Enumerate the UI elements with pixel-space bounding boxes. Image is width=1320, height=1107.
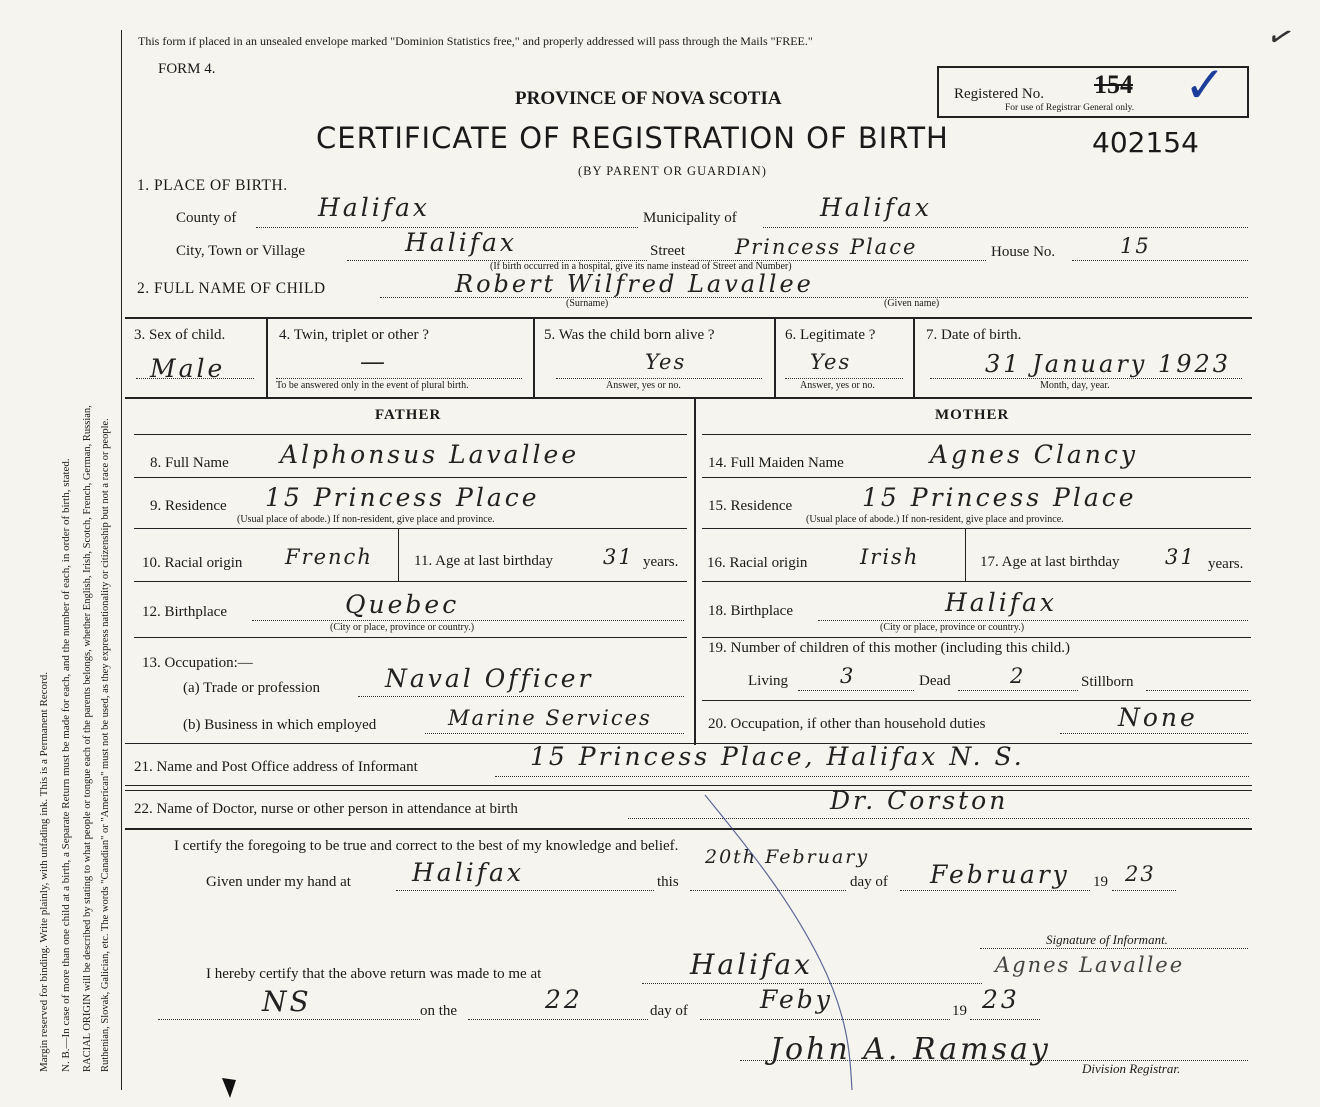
father-age-value: 31 xyxy=(603,545,634,569)
registrar-general-note: For use of Registrar General only. xyxy=(1005,103,1135,113)
legitimate-label: 6. Legitimate ? xyxy=(785,327,876,343)
dob-note: Month, day, year. xyxy=(1040,380,1110,391)
return-label: I hereby certify that the above return was made to me at xyxy=(206,966,542,982)
day-of-value: February xyxy=(930,860,1070,889)
day-of-label: day of xyxy=(850,874,888,890)
county-value: Halifax xyxy=(318,193,430,222)
this-label: this xyxy=(657,874,679,890)
alive-label: 5. Was the child born alive ? xyxy=(544,327,715,343)
rule-row3-bottom xyxy=(125,397,1252,399)
municipality-label: Municipality of xyxy=(643,210,737,226)
living-value: 3 xyxy=(840,664,856,688)
on-the-value: 22 xyxy=(545,985,583,1014)
registered-label: Registered No. xyxy=(954,86,1044,102)
father-trade-value: Naval Officer xyxy=(385,664,594,693)
mother-name-label: 14. Full Maiden Name xyxy=(708,455,844,471)
father-business-value: Marine Services xyxy=(448,706,652,730)
year-prefix: 19 xyxy=(1093,874,1108,890)
informant-value: 15 Princess Place, Halifax N. S. xyxy=(530,742,1025,771)
stillborn-label: Stillborn xyxy=(1081,674,1134,690)
registration-box xyxy=(937,57,1249,118)
father-racial-value: French xyxy=(285,545,373,569)
father-residence-note: (Usual place of abode.) If non-resident, give place and province. xyxy=(237,514,495,525)
sex-label: 3. Sex of child. xyxy=(134,327,226,343)
twin-value: — xyxy=(360,347,388,376)
twin-note: To be answered only in the event of plural birth. xyxy=(276,380,469,391)
mother-age-unit: years. xyxy=(1208,556,1244,572)
year2-prefix: 19 xyxy=(952,1003,967,1019)
informant-signature-label: Signature of Informant. xyxy=(1046,932,1168,947)
city-value: Halifax xyxy=(405,228,517,257)
return-place-value-2: NS xyxy=(262,985,312,1018)
father-age-label: 11. Age at last birthday xyxy=(414,553,553,569)
father-heading: FATHER xyxy=(375,407,442,423)
mother-racial-value: Irish xyxy=(860,545,920,569)
mother-birthplace-note: (City or place, province or country.) xyxy=(880,622,1025,633)
margin-note-4: Ruthenian, Slovak, Galician, etc. The words "Canadian" or "American" must not be used, as they express nationality or citizenship but not a race or people. xyxy=(100,418,111,1072)
mother-residence-value: 15 Princess Place xyxy=(862,483,1137,512)
division-registrar-label: Division Registrar. xyxy=(1082,1061,1181,1076)
father-birthplace-value: Quebec xyxy=(345,590,460,619)
house-label: House No. xyxy=(991,244,1056,260)
year-suffix: 23 xyxy=(1125,862,1156,886)
mother-occupation-value: None xyxy=(1118,703,1198,732)
on-the-label: on the xyxy=(420,1003,458,1019)
street-label: Street xyxy=(650,243,685,259)
city-label: City, Town or Village xyxy=(176,243,306,259)
margin-rule xyxy=(121,30,122,1090)
place-of-birth-heading: 1. PLACE OF BIRTH. xyxy=(137,177,288,194)
registered-value: 154 xyxy=(1094,70,1133,99)
given-under-label: Given under my hand at xyxy=(206,874,351,890)
mother-occupation-label: 20. Occupation, if other than household duties xyxy=(708,716,986,732)
informant-label: 21. Name and Post Office address of Informant xyxy=(134,759,418,775)
alive-value: Yes xyxy=(645,350,687,374)
year2-suffix: 23 xyxy=(982,985,1020,1014)
rule-row3-top xyxy=(125,317,1252,319)
legitimate-value: Yes xyxy=(810,350,852,374)
margin-note-3: RACIAL ORIGIN will be described by stating to what people or tongue each of the parents belongs, whether English, Irish, Scotch, French, German, Russian, xyxy=(82,405,93,1072)
this-value: 20th February xyxy=(705,846,870,868)
attendant-label: 22. Name of Doctor, nurse or other person in attendance at birth xyxy=(134,801,518,817)
mother-children-label: 19. Number of children of this mother (including this child.) xyxy=(708,640,1071,656)
day-of-label-2: day of xyxy=(650,1003,688,1019)
father-birthplace-note: (City or place, province or country.) xyxy=(330,622,475,633)
father-name-label: 8. Full Name xyxy=(150,455,229,471)
alive-note: Answer, yes or no. xyxy=(606,380,681,391)
father-name-value: Alphonsus Lavallee xyxy=(280,440,580,469)
form-number: FORM 4. xyxy=(158,61,216,77)
surname-note: (Surname) xyxy=(566,298,609,309)
father-residence-value: 15 Princess Place xyxy=(265,483,540,512)
mother-birthplace-label: 18. Birthplace xyxy=(708,603,793,619)
certificate-subtitle: (BY PARENT OR GUARDIAN) xyxy=(578,164,767,178)
certificate-title: CERTIFICATE OF REGISTRATION OF BIRTH xyxy=(316,121,949,155)
mother-racial-label: 16. Racial origin xyxy=(707,555,808,571)
father-trade-label: (a) Trade or profession xyxy=(183,680,321,696)
mother-residence-note: (Usual place of abode.) If non-resident, give place and province. xyxy=(806,514,1064,525)
father-birthplace-label: 12. Birthplace xyxy=(142,604,227,620)
mother-birthplace-value: Halifax xyxy=(945,588,1057,617)
county-label: County of xyxy=(176,210,237,226)
column-divider xyxy=(694,399,696,745)
dead-value: 2 xyxy=(1010,664,1026,688)
house-value: 15 xyxy=(1120,234,1151,258)
father-business-label: (b) Business in which employed xyxy=(183,717,377,733)
given-place-value: Halifax xyxy=(412,858,524,887)
twin-label: 4. Twin, triplet or other ? xyxy=(279,327,429,343)
legitimate-note: Answer, yes or no. xyxy=(800,380,875,391)
province-title: PROVINCE OF NOVA SCOTIA xyxy=(515,88,782,109)
mother-name-value: Agnes Clancy xyxy=(930,440,1138,469)
given-name-note: (Given name) xyxy=(884,298,940,309)
attendant-value: Dr. Corston xyxy=(830,786,1009,815)
father-occupation-label: 13. Occupation:— xyxy=(142,655,253,671)
informant-signature: Agnes Lavallee xyxy=(995,953,1185,977)
mother-heading: MOTHER xyxy=(935,407,1010,423)
dead-label: Dead xyxy=(919,673,951,689)
mother-age-label: 17. Age at last birthday xyxy=(980,554,1120,570)
day-of-value-2: Feby xyxy=(760,985,833,1014)
child-name-label: 2. FULL NAME OF CHILD xyxy=(137,280,326,297)
check-mark-top: ✓ xyxy=(1263,17,1299,58)
registrar-signature: John A. Ramsay xyxy=(770,1032,1051,1067)
sex-value: Male xyxy=(150,354,226,383)
child-name-value: Robert Wilfred Lavallee xyxy=(455,270,814,298)
margin-note-1: Margin reserved for binding. Write plainly, with unfading ink. This is a Permanent Record. xyxy=(38,672,50,1072)
mother-age-value: 31 xyxy=(1165,545,1196,569)
certify-line: I certify the foregoing to be true and correct to the best of my knowledge and belief. xyxy=(174,838,679,854)
mail-notice: This form if placed in an unsealed envelope marked "Dominion Statistics free," and properly addressed will pass through the Mails "FREE." xyxy=(138,34,813,48)
hospital-note: (If birth occurred in a hospital, give its name instead of Street and Number) xyxy=(490,261,792,272)
margin-note-2: N. B.—In case of more than one child at a birth, a Separate Return must be made for each, and the number of each, in order of birth, stated. xyxy=(60,458,72,1072)
street-value: Princess Place xyxy=(735,235,918,259)
registration-number: 402154 xyxy=(1092,126,1199,159)
mother-residence-label: 15. Residence xyxy=(708,498,793,514)
father-racial-label: 10. Racial origin xyxy=(142,555,243,571)
return-place-value: Halifax xyxy=(690,948,813,981)
municipality-value: Halifax xyxy=(820,193,932,222)
dob-label: 7. Date of birth. xyxy=(926,327,1022,343)
father-age-unit: years. xyxy=(643,554,679,570)
check-mark-blue: ✓ xyxy=(1184,57,1226,113)
living-label: Living xyxy=(748,673,788,689)
dob-value: 31 January 1923 xyxy=(985,350,1232,378)
father-residence-label: 9. Residence xyxy=(150,498,227,514)
